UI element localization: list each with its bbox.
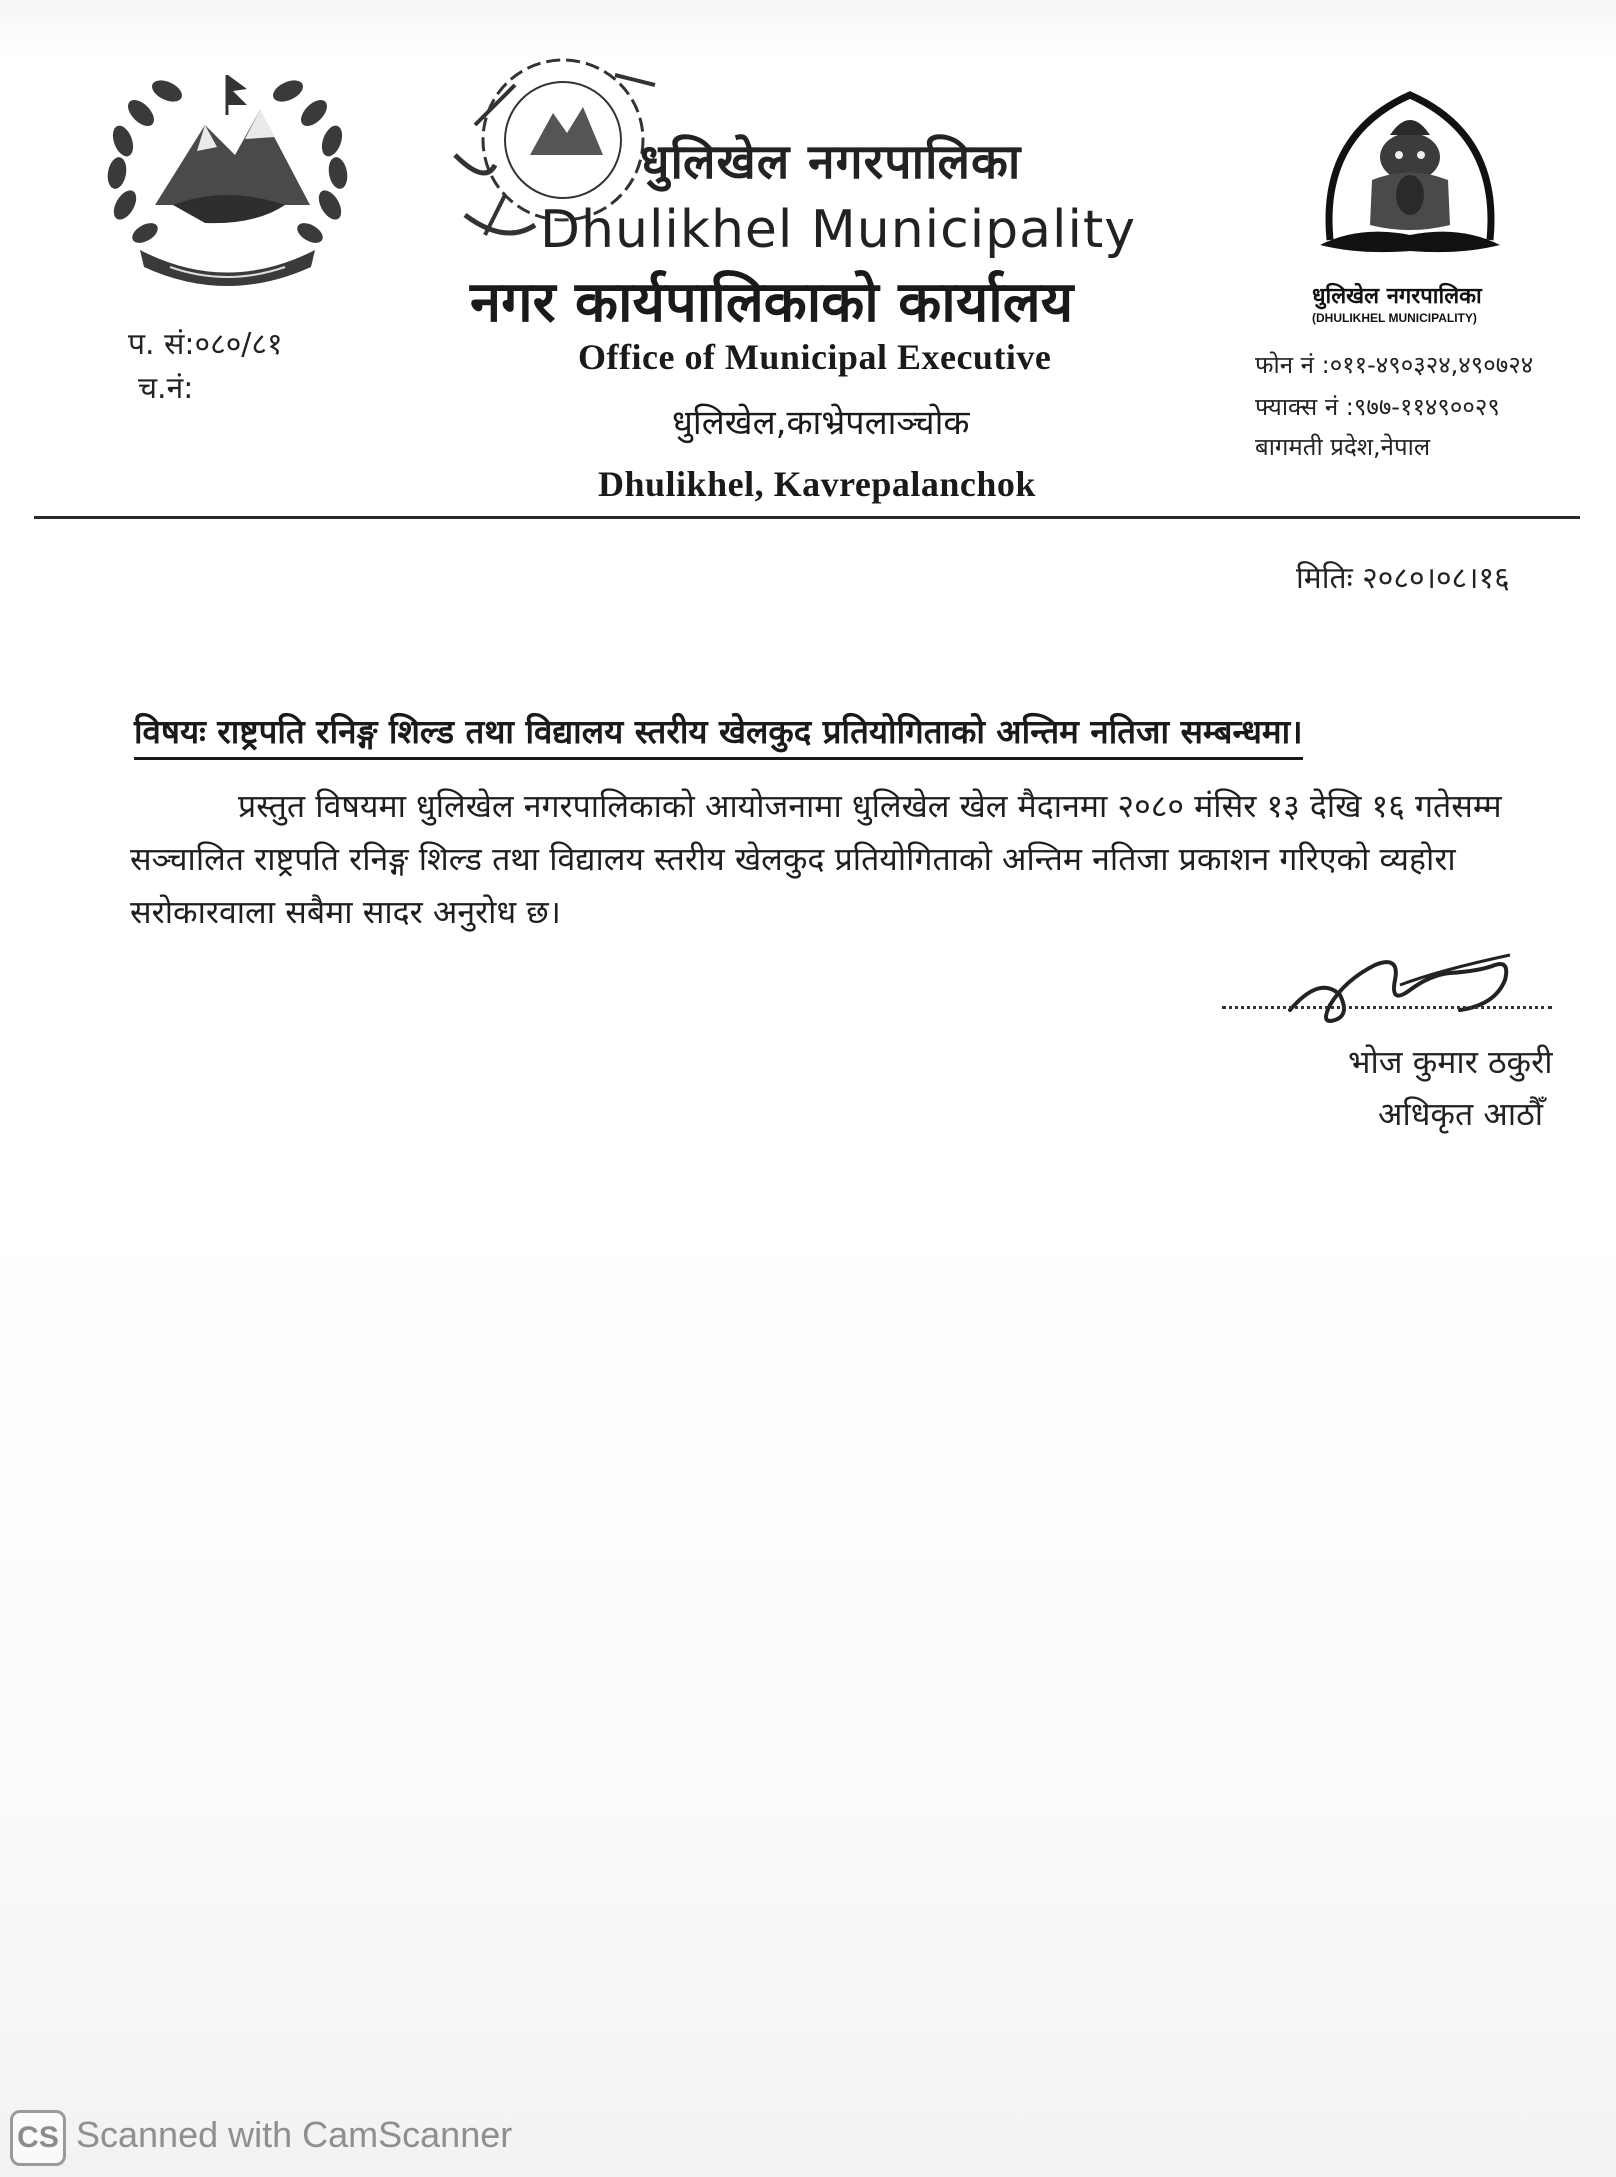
signatory-name: भोज कुमार ठकुरी <box>1348 1043 1553 1081</box>
letter-date: मितिः २०८०।०८।१६ <box>1296 561 1510 596</box>
address-english: Dhulikhel, Kavrepalanchok <box>598 464 1036 504</box>
municipality-name-nepali: धुलिखेल नगरपालिका <box>640 134 1022 190</box>
reference-number: प. सं:०८०/८१ <box>128 327 283 362</box>
phone-number: फोन नं :०११-४९०३२४,४९०७२४ <box>1255 351 1534 379</box>
dispatch-number: च.नं: <box>138 371 194 406</box>
letter-body: प्रस्तुत विषयमा धुलिखेल नगरपालिकाको आयोजनामा धुलिखेल खेल मैदानमा २०८० मंसिर १३ देखि १६ गतेसम्म सञ्चालित राष्ट्रपति रनिङ्ग शिल्ड तथा विद्यालय स्तरीय खेलकुद प्रतियोगिताको अन्तिम नतिजा प्रकाशन गरिएको व्यहोरा सरोकारवाला सबैमा सादर अनुरोध छ। <box>130 787 1502 931</box>
logo-caption-english: (DHULIKHEL MUNICIPALITY) <box>1312 311 1477 325</box>
scanner-watermark: Scanned with CamScanner <box>76 2114 513 2155</box>
signature-line <box>1222 1000 1552 1009</box>
dhulikhel-municipality-logo-icon <box>1300 75 1520 330</box>
header-divider <box>34 516 1580 519</box>
camscanner-logo-icon: CS <box>10 2110 66 2166</box>
nepal-national-emblem-icon <box>85 55 370 295</box>
signatory-title: अधिकृत आठौँ <box>1378 1095 1543 1133</box>
office-title-english: Office of Municipal Executive <box>578 337 1052 377</box>
address-nepali: धुलिखेल,काभ्रेपलाञ्चोक <box>672 403 970 443</box>
municipality-name-english: Dhulikhel Municipality <box>540 200 1137 260</box>
province: बागमती प्रदेश,नेपाल <box>1255 433 1431 461</box>
office-title-nepali: नगर कार्यपालिकाको कार्यालय <box>470 270 1074 335</box>
deity-figure-icon <box>1300 75 1520 285</box>
fax-number: फ्याक्स नं :९७७-११४९००२९ <box>1255 393 1500 421</box>
letter-subject: विषयः राष्ट्रपति रनिङ्ग शिल्ड तथा विद्यालय स्तरीय खेलकुद प्रतियोगिताको अन्तिम नतिजा सम्बन्धमा। <box>134 708 1303 760</box>
logo-caption-nepali: धुलिखेल नगरपालिका <box>1312 284 1482 309</box>
handwritten-signature-icon <box>1280 935 1560 1035</box>
